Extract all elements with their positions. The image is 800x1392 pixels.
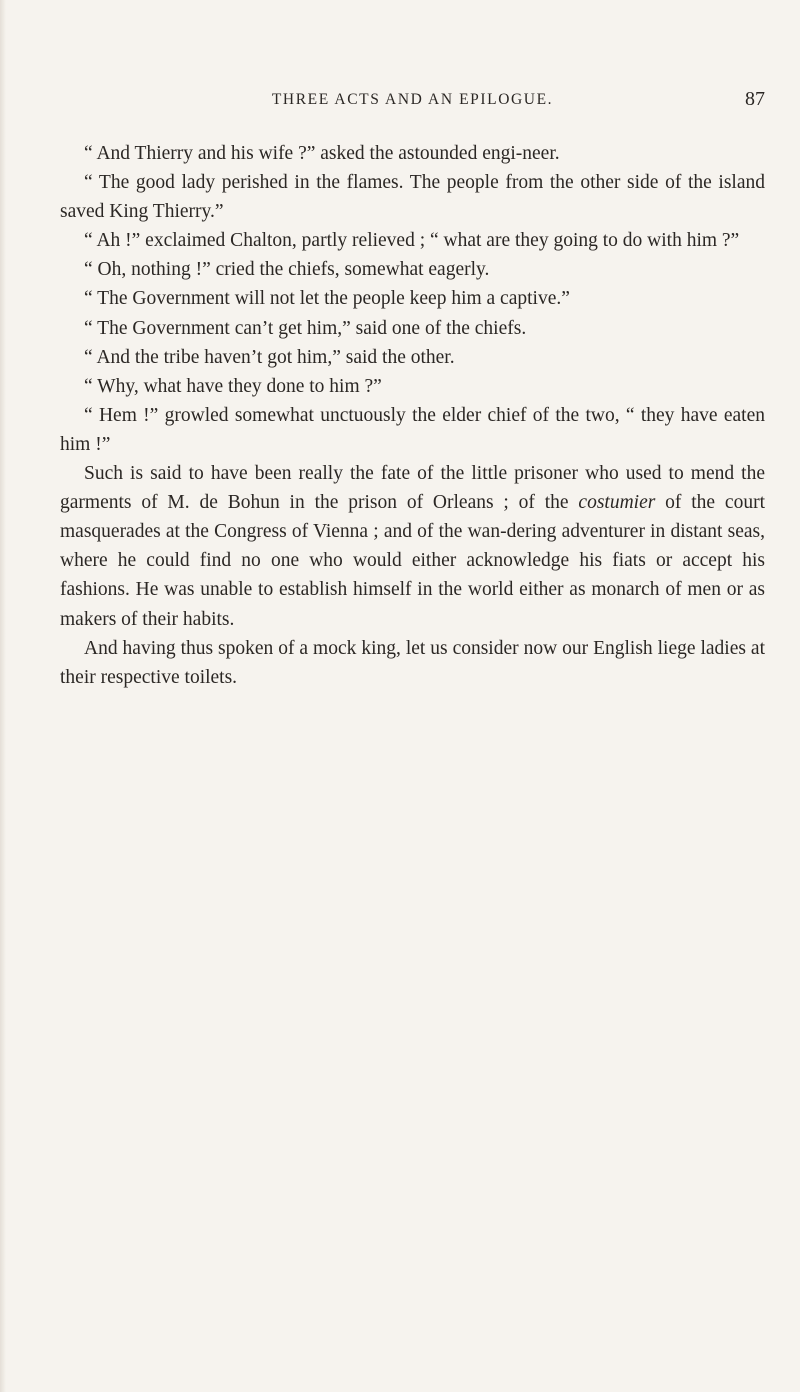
paragraph-5: “ The Government will not let the people keep him a captive.” (84, 288, 570, 310)
paragraph-8: “ Why, what have they done to him ?” (84, 375, 382, 397)
paragraph-10-text-b: of the court masquerades at the Congress of Vienna ; and of the wan-dering adventurer in distant seas, where he could find no one who would either acknowledge his fiats or accept his fashions. He was unable to establish himself in the world either as monarch of men or as makers of their habits. (60, 492, 765, 630)
paragraph-6: “ The Government can’t get him,” said one of the chiefs. (84, 317, 527, 339)
running-title: THREE ACTS AND AN EPILOGUE. (271, 91, 554, 108)
paragraph-2: “ The good lady perished in the flames. The people from the other side of the island saved King Thierry.” (60, 172, 765, 223)
paragraph-7: “ And the tribe haven’t got him,” said the other. (84, 346, 455, 368)
paragraph-1: “ And Thierry and his wife ?” asked the astounded engi-neer. (84, 143, 560, 164)
paragraph-4: “ Oh, nothing !” cried the chiefs, somewhat eagerly. (84, 259, 490, 281)
paragraph-9: “ Hem !” growled somewhat unctuously the elder chief of the two, “ they have eaten him !” (60, 404, 765, 455)
paragraph-10-italic: costumier (578, 492, 656, 514)
page-header (60, 88, 765, 114)
page-number: 87 (745, 88, 765, 110)
paragraph-11: And having thus spoken of a mock king, let us consider now our English liege ladies at their respective toilets. (60, 637, 765, 688)
body-text (60, 139, 765, 692)
paragraph-10-text-a: Such is said to have been really the fate of the little prisoner who used to mend the garments of M. de Bohun in the prison of Orleans ; of the (60, 463, 765, 514)
paragraph-10 (60, 459, 765, 634)
paragraph-3: “ Ah !” exclaimed Chalton, partly relieved ; “ what are they going to do with him ?” (84, 230, 740, 252)
page-edge (0, 0, 6, 1392)
